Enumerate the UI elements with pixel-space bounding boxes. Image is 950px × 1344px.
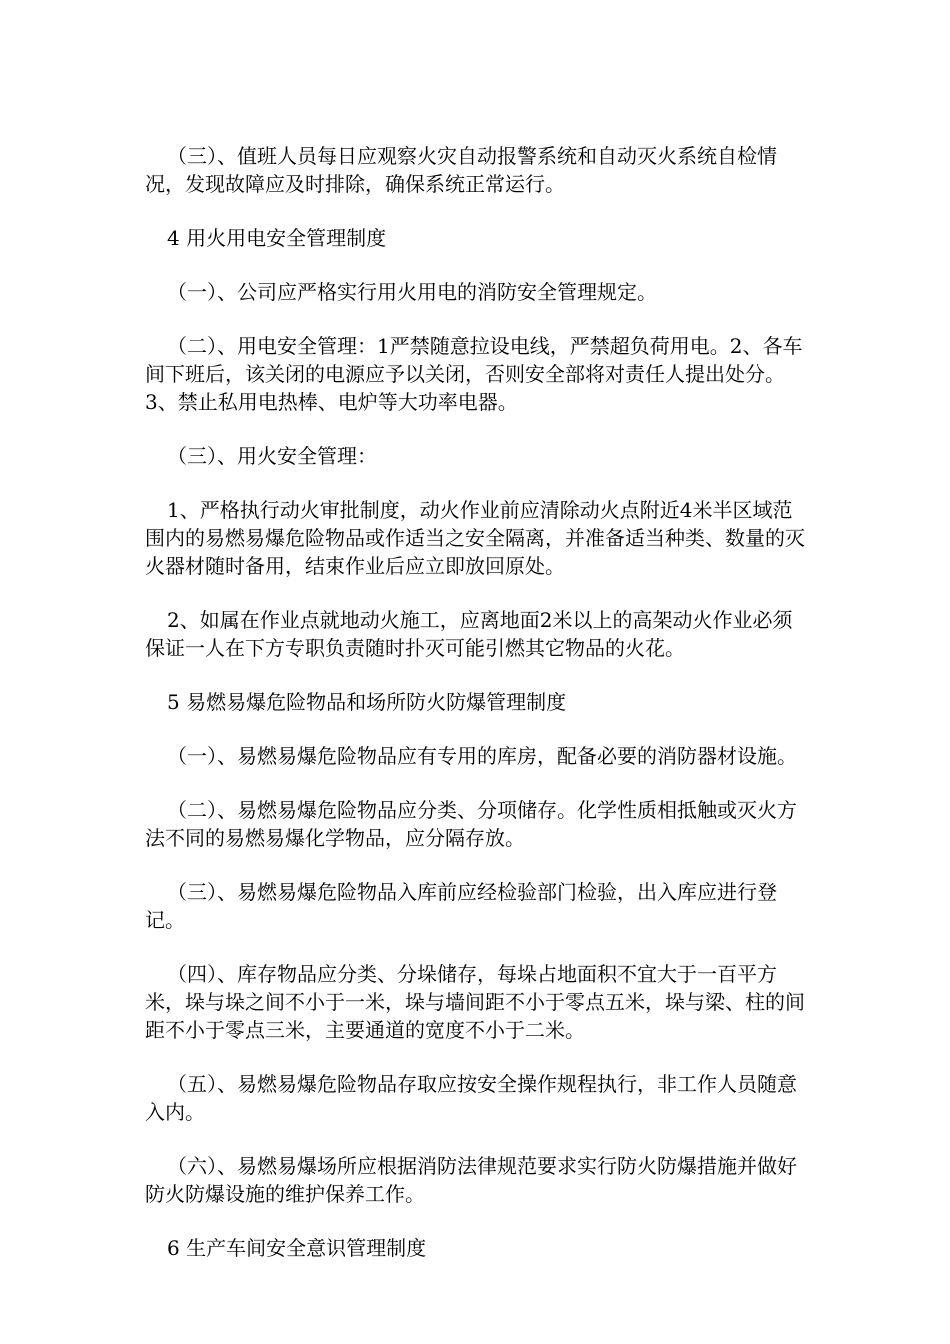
paragraph-onsite-hot-work: 2、如属在作业点就地动火施工，应离地面2米以上的高架动火作业必须保证一人在下方专职负责随时扑灭可能引燃其它物品的火花。	[145, 608, 793, 660]
paragraph-inspection-registration: （三）、易燃易爆危险物品入库前应经检验部门检验，出入库应进行登记。	[145, 880, 777, 932]
document-body	[145, 142, 810, 1288]
paragraph-fire-safety-title: （三）、用火安全管理：	[167, 444, 377, 468]
paragraph-explosion-prevention: （六）、易燃易爆场所应根据消防法律规范要求实行防火防爆措施并做好防火防爆设施的维护保养工作。	[145, 1154, 797, 1206]
section-heading-5: 5 易燃易爆危险物品和场所防火防爆管理制度	[167, 690, 567, 714]
paragraph-classified-storage: （二）、易燃易爆危险物品应分类、分项储存。化学性质相抵触或灭火方法不同的易燃易爆化学物品，应分隔存放。	[145, 798, 797, 850]
section-heading-4: 4 用火用电安全管理制度	[167, 226, 387, 250]
paragraph-hot-work-approval: 1、严格执行动火审批制度，动火作业前应清除动火点附近4米半区域范围内的易燃易爆危险物品或作适当之安全隔离，并准备适当种类、数量的灭火器材随时备用，结束作业后应立即放回原处。	[145, 498, 805, 578]
paragraph-fire-electric-rules: （一）、公司应严格实行用火用电的消防安全管理规定。	[167, 280, 657, 304]
paragraph-electric-safety: （二）、用电安全管理：1严禁随意拉设电线，严禁超负荷用电。2、各车间下班后，该关闭的电源应予以关闭，否则安全部将对责任人提出处分。3、禁止私用电热棒、电炉等大功率电器。	[145, 334, 803, 414]
paragraph-duty-inspection: （三）、值班人员每日应观察火灾自动报警系统和自动灭火系统自检情况，发现故障应及时排除，确保系统正常运行。	[145, 144, 777, 196]
paragraph-storage-room: （一）、易燃易爆危险物品应有专用的库房，配备必要的消防器材设施。	[167, 744, 797, 768]
section-heading-6: 6 生产车间安全意识管理制度	[167, 1236, 427, 1260]
paragraph-access-rules: （五）、易燃易爆危险物品存取应按安全操作规程执行，非工作人员随意入内。	[145, 1072, 797, 1124]
paragraph-stacking-rules: （四）、库存物品应分类、分垛储存，每垛占地面积不宜大于一百平方米，垛与垛之间不小于一米，垛与墙间距不小于零点五米，垛与梁、柱的间距不小于零点三米，主要通道的宽度不小于二米。	[145, 962, 805, 1042]
